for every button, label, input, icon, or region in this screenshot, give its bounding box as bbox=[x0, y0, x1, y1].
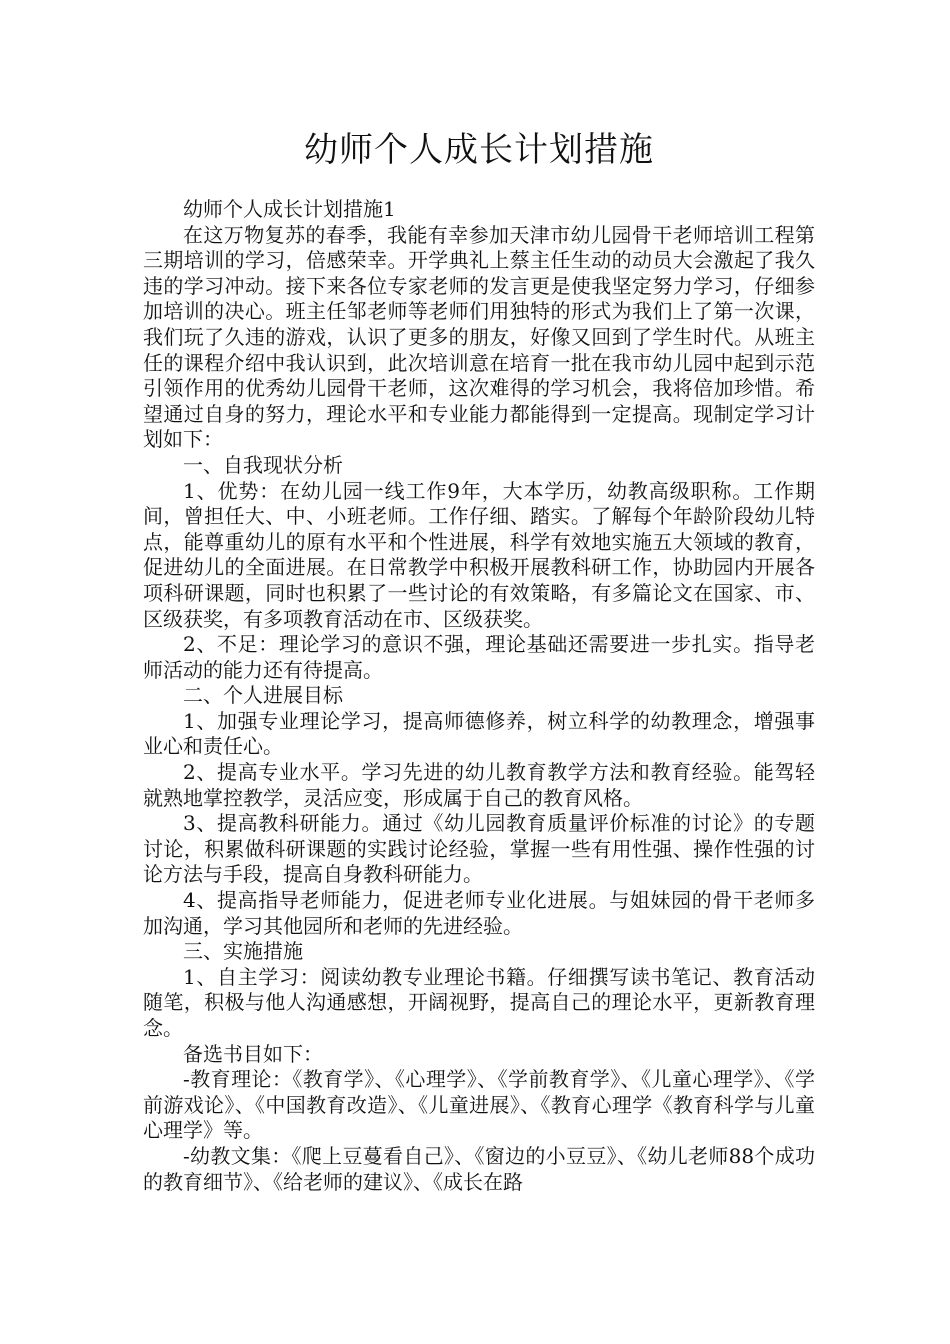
paragraph-books-collections: -幼教文集：《爬上豆蔓看自己》、《窗边的小豆豆》、《幼儿老师88个成功的教育细节》、《给老师的建议》、《成长在路 bbox=[143, 1143, 815, 1194]
heading-self-analysis: 一、自我现状分析 bbox=[183, 452, 343, 477]
paragraph-books-theory: -教育理论：《教育学》、《心理学》、《学前教育学》、《儿童心理学》、《学前游戏论》、《中国教育改造》、《儿童进展》、《教育心理学《教育科学与儿童心理学》等。 bbox=[143, 1067, 815, 1143]
paragraph-strengths: 1、优势：在幼儿园一线工作9年，大本学历，幼教高级职称。工作期间，曾担任大、中、小班老师。工作仔细、踏实。了解每个年龄阶段幼儿特点，能尊重幼儿的原有水平和个性进展，科学有效地实施五大领域的教育，促进幼儿的全面进展。在日常教学中积极开展教科研工作，协助园内开展各项科研课题，同时也积累了一些讨论的有效策略，有多篇论文在国家、市、区级获奖，有多项教育活动在市、区级获奖。 bbox=[143, 478, 815, 631]
paragraph-goal-4: 4、提高指导老师能力，促进老师专业化进展。与姐妹园的骨干老师多加沟通，学习其他园所和老师的先进经验。 bbox=[143, 888, 815, 938]
paragraph-book-list-label: 备选书目如下： bbox=[183, 1041, 323, 1066]
paragraph-weaknesses: 2、不足：理论学习的意识不强，理论基础还需要进一步扎实。指导老师活动的能力还有待提高。 bbox=[143, 632, 815, 682]
document-title: 幼师个人成长计划措施 bbox=[304, 130, 654, 170]
section-heading: 幼师个人成长计划措施1 bbox=[183, 197, 396, 221]
heading-measures: 三、实施措施 bbox=[183, 939, 303, 964]
paragraph-measure-1: 1、自主学习：阅读幼教专业理论书籍。仔细撰写读书笔记、教育活动随笔，积极与他人沟通感想，开阔视野，提高自己的理论水平，更新教育理念。 bbox=[143, 964, 815, 1040]
paragraph-goal-2: 2、提高专业水平。学习先进的幼儿教育教学方法和教育经验。能驾轻就熟地掌控教学，灵活应变，形成属于自己的教育风格。 bbox=[143, 760, 815, 810]
paragraph-goal-3: 3、提高教科研能力。通过《幼儿园教育质量评价标准的讨论》的专题讨论，积累做科研课题的实践讨论经验，掌握一些有用性强、操作性强的讨论方法与手段，提高自身教科研能力。 bbox=[143, 811, 815, 887]
heading-goals: 二、个人进展目标 bbox=[183, 683, 343, 708]
paragraph-goal-1: 1、加强专业理论学习，提高师德修养，树立科学的幼教理念，增强事业心和责任心。 bbox=[143, 708, 815, 759]
paragraph-intro: 在这万物复苏的春季，我能有幸参加天津市幼儿园骨干老师培训工程第三期培训的学习，倍感荣幸。开学典礼上蔡主任生动的动员大会激起了我久违的学习冲动。接下来各位专家老师的发言更是使我坚定努力学习，仔细参加培训的决心。班主任邹老师等老师们用独特的形式为我们上了第一次课，我们玩了久违的游戏，认识了更多的朋友，好像又回到了学生时代。从班主任的课程介绍中我认识到，此次培训意在培育一批在我市幼儿园中起到示范引领作用的优秀幼儿园骨干老师，这次难得的学习机会，我将倍加珍惜。希望通过自身的努力，理论水平和专业能力都能得到一定提高。现制定学习计划如下： bbox=[143, 222, 815, 452]
document-body bbox=[143, 197, 815, 1195]
